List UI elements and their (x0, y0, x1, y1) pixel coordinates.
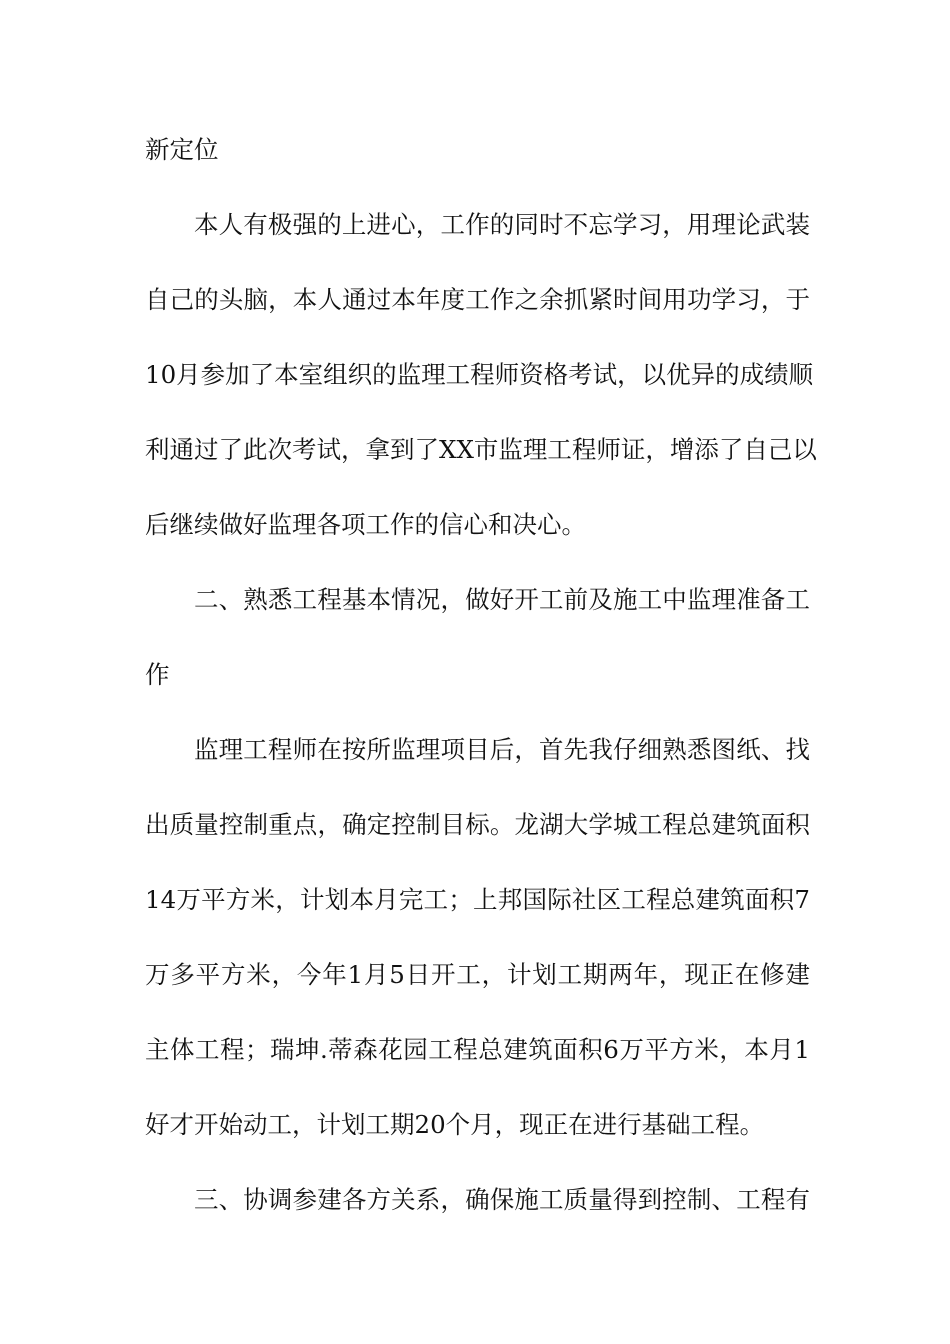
section-heading-line: 三、协调参建各方关系，确保施工质量得到控制、工程有 (194, 1185, 810, 1214)
text-line: 10月参加了本室组织的监理工程师资格考试，以优异的成绩顺 (145, 360, 814, 389)
text-line: 后继续做好监理各项工作的信心和决心。 (145, 510, 586, 539)
paragraph-start-line: 本人有极强的上进心，工作的同时不忘学习，用理论武装 (194, 210, 810, 239)
paragraph-start-line: 监理工程师在按所监理项目后，首先我仔细熟悉图纸、找 (194, 735, 810, 764)
text-line: 出质量控制重点，确定控制目标。龙湖大学城工程总建筑面积 (145, 810, 810, 839)
text-line: 主体工程；瑞坤.蒂森花园工程总建筑面积6万平方米，本月1 (145, 1035, 810, 1064)
text-line: 好才开始动工，计划工期20个月，现正在进行基础工程。 (145, 1110, 765, 1139)
text-line: 新定位 (145, 135, 219, 164)
text-line: 万多平方米，今年1月5日开工，计划工期两年，现正在修建 (145, 960, 810, 989)
text-line: 利通过了此次考试，拿到了XX市监理工程师证，增添了自己以 (145, 435, 817, 464)
text-line: 14万平方米，计划本月完工；上邦国际社区工程总建筑面积7 (145, 885, 810, 914)
text-line: 自己的头脑，本人通过本年度工作之余抓紧时间用功学习，于 (145, 285, 810, 314)
section-heading-line: 作 (145, 660, 170, 689)
section-heading-line: 二、熟悉工程基本情况，做好开工前及施工中监理准备工 (194, 585, 810, 614)
